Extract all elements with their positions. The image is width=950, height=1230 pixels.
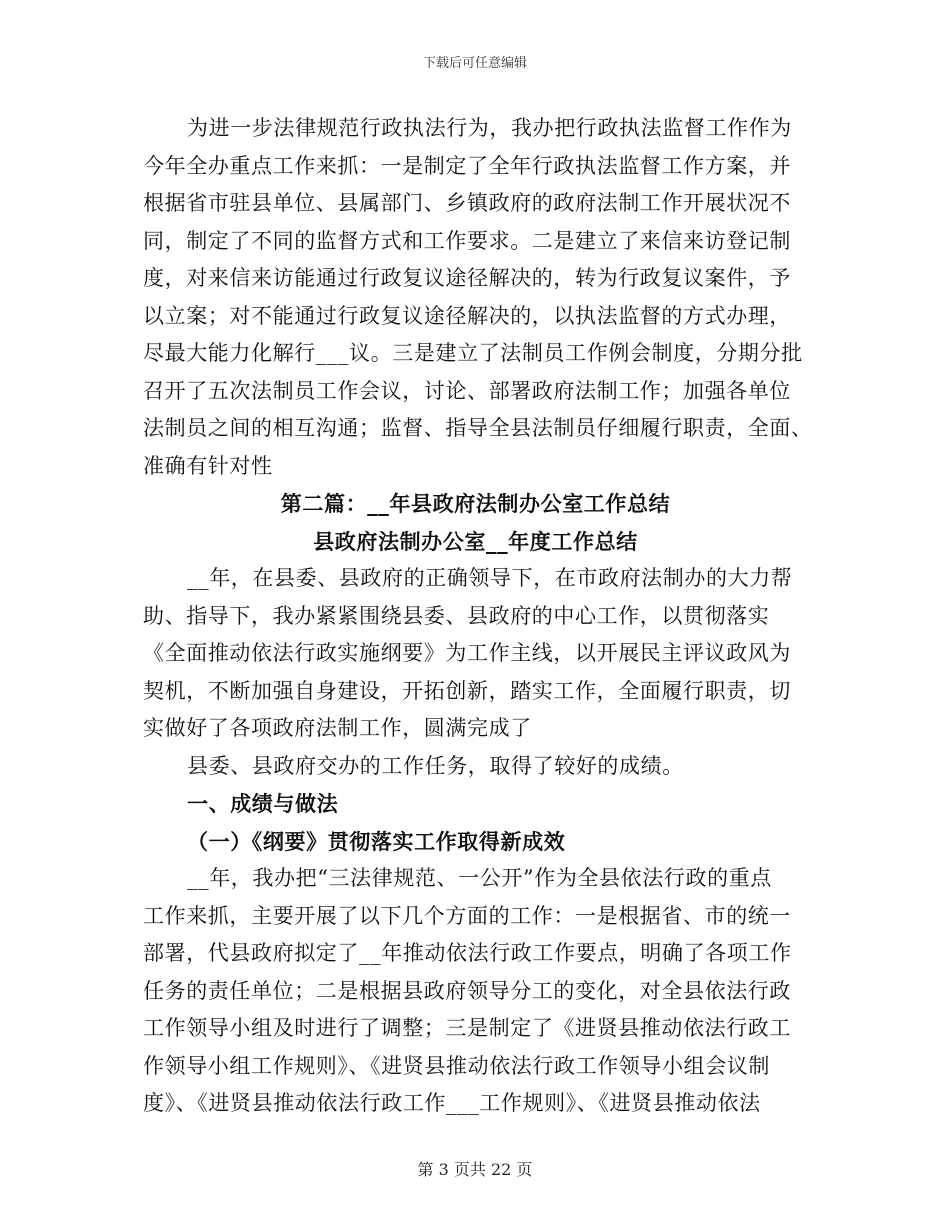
text-line: 度，对来信来访能通过行政复议途径解决的，转为行政复议案件，予 [143,266,791,290]
text-line: __年，我办把“三法律规范、一公开”作为全县依法行政的重点 [187,866,772,890]
text-line: 契机，不断加强自身建设，开拓创新，踏实工作，全面履行职责，切 [143,678,791,703]
text-line: 度》、《进贤县推动依法行政工作___工作规则》、《进贤县推动依法 [143,1091,761,1115]
heading-level-2: （一）《纲要》贯彻落实工作取得新成效 [187,828,566,854]
text-line: 今年全办重点工作来抓：一是制定了全年行政执法监督工作方案，并 [143,153,791,178]
page-header: 下载后可任意编辑 [422,56,527,71]
text-line: 尽最大能力化解行___议。三是建立了法制员工作例会制度，分期分批 [143,341,803,365]
text-line: 法制员之间的相互沟通；监督、指导全县法制员仔细履行职责，全面、 [143,416,813,440]
text-line: 助、指导下，我办紧紧围绕县委、县政府的中心工作，以贯彻落实 [143,603,770,628]
text-line: 工作来抓，主要开展了以下几个方面的工作：一是根据省、市的统一 [143,903,791,928]
text-line: 部署，代县政府拟定了__年推动依法行政工作要点，明确了各项工作 [143,941,792,965]
text-line: 工作领导小组及时进行了调整；三是制定了《进贤县推动依法行政工 [143,1016,791,1040]
document-body [143,110,813,1123]
text-line: 实做好了各项政府法制工作，圆满完成了 [143,716,532,740]
page-footer: 第 3 页共 22 页 [417,1160,533,1179]
section-title: 第二篇：__年县政府法制办公室工作总结 [280,491,671,516]
text-line: 作领导小组工作规则》、《进贤县推动依法行政工作领导小组会议制 [143,1053,770,1078]
section-subtitle: 县政府法制办公室__年度工作总结 [313,528,638,554]
text-line: 准确有针对性 [143,453,273,478]
text-line: 《全面推动依法行政实施纲要》为工作主线，以开展民主评议政风为 [143,641,791,665]
text-line: 根据省市驻县单位、县属部门、乡镇政府的政府法制工作开展状况不 [143,191,791,215]
text-line: __年，在县委、县政府的正确领导下，在市政府法制办的大力帮 [187,566,793,590]
text-line: 召开了五次法制员工作会议，讨论、部署政府法制工作；加强各单位 [143,378,791,403]
heading-level-1: 一、成绩与做法 [187,791,339,816]
text-line: 同，制定了不同的监督方式和工作要求。二是建立了来信来访登记制 [143,228,791,253]
text-line: 以立案；对不能通过行政复议途径解决的，以执法监督的方式办理， [143,303,791,328]
text-line: 为进一步法律规范行政执法行为，我办把行政执法监督工作作为 [187,116,792,140]
text-line: 县委、县政府交办的工作任务，取得了较好的成绩。 [187,753,684,778]
text-line: 任务的责任单位；二是根据县政府领导分工的变化，对全县依法行政 [143,978,791,1003]
